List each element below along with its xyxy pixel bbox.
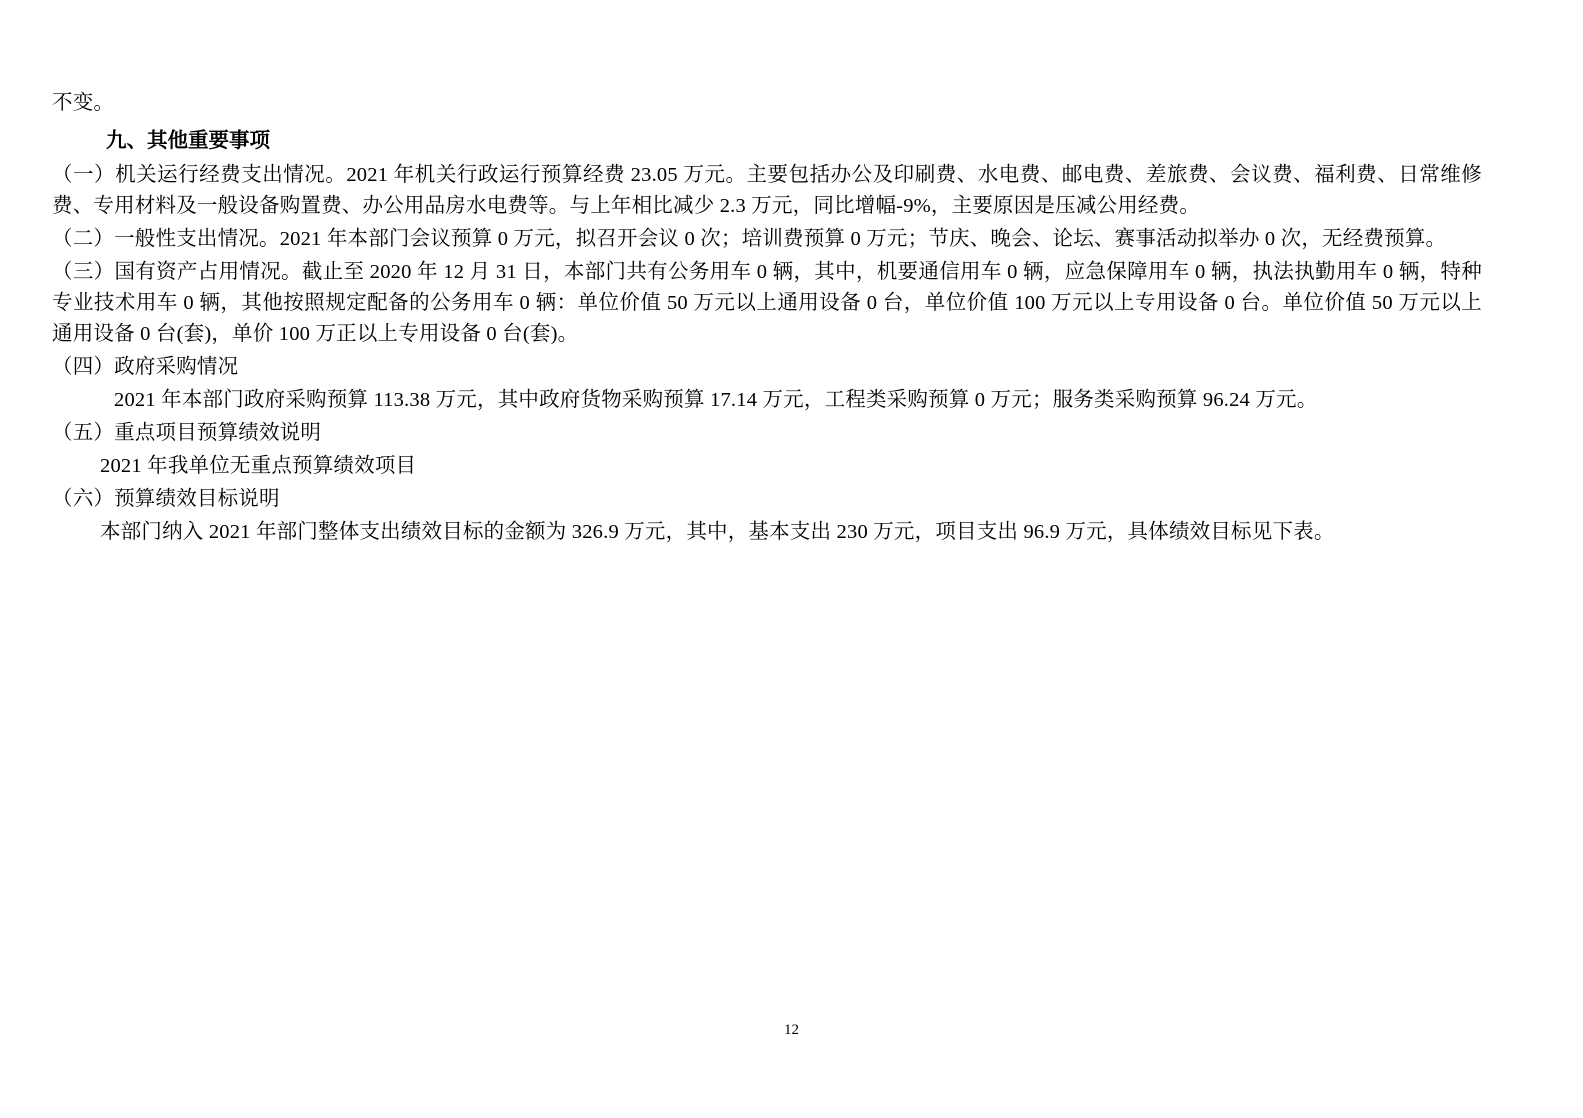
section-heading: 九、其他重要事项: [106, 130, 270, 152]
continuation-text: 不变。: [52, 92, 115, 114]
paragraph-item-1: （一）机关运行经费支出情况。2021 年机关行政运行预算经费 23.05 万元。主要包括办公及印刷费、水电费、邮电费、差旅费、会议费、福利费、日常维修费、专用材料及一般设备购置费、办公用品房水电费等。与上年相比减少 2.3 万元，同比增幅-9%，主要原因是压减公用经费。: [52, 164, 1482, 217]
paragraph-item-2: （二）一般性支出情况。2021 年本部门会议预算 0 万元，拟召开会议 0 次；培训费预算 0 万元；节庆、晚会、论坛、赛事活动拟举办 0 次，无经费预算。: [52, 228, 1447, 250]
page-number: 12: [784, 1022, 799, 1038]
page-body: [52, 88, 1482, 550]
paragraph-item-6-title: （六）预算绩效目标说明: [52, 488, 280, 510]
paragraph-item-5-body: 2021 年我单位无重点预算绩效项目: [100, 455, 417, 477]
paragraph-item-4-title: （四）政府采购情况: [52, 356, 239, 378]
paragraph-item-3: （三）国有资产占用情况。截止至 2020 年 12 月 31 日，本部门共有公务用车 0 辆，其中，机要通信用车 0 辆，应急保障用车 0 辆，执法执勤用车 0 辆，特种专业技术用车 0 辆，其他按照规定配备的公务用车 0 辆：单位价值 50 万元以上通用设备 0 台，单位价值 100 万元以上专用设备 0 台。单位价值 50 万元以上通用设备 0 台(套)，单价 100 万正以上专用设备 0 台(套)。: [52, 261, 1482, 345]
paragraph-item-4-body: 2021 年本部门政府采购预算 113.38 万元，其中政府货物采购预算 17.14 万元，工程类采购预算 0 万元；服务类采购预算 96.24 万元。: [114, 389, 1318, 411]
paragraph-item-5-title: （五）重点项目预算绩效说明: [52, 422, 322, 444]
paragraph-item-6-body: 本部门纳入 2021 年部门整体支出绩效目标的金额为 326.9 万元，其中，基本支出 230 万元，项目支出 96.9 万元，具体绩效目标见下表。: [100, 521, 1335, 543]
